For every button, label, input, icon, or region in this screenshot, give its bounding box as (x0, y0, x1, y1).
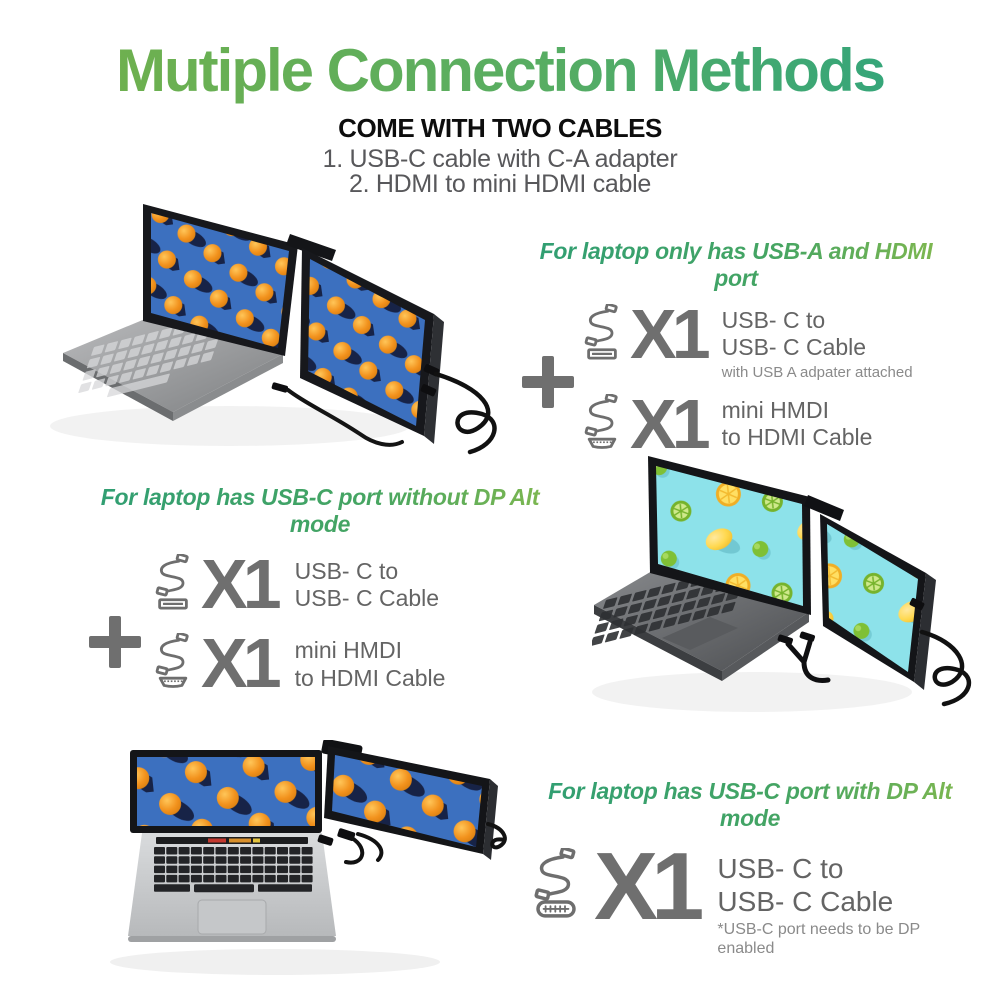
cable-note: with USB A adpater attached (721, 364, 913, 382)
quantity-label: X1 (594, 833, 698, 940)
quantity-label: X1 (201, 624, 277, 703)
cable-spec-row (584, 384, 913, 463)
section-usb-a-hdmi (520, 238, 952, 463)
cable-description: USB- C to USB- C Cable *USB-C port needs to be DP enabled (717, 848, 980, 959)
quantity-label: X1 (630, 384, 706, 463)
product-photo-macbook-usb-c-dp (90, 740, 510, 980)
product-photo-laptop-usb-c (592, 440, 1000, 742)
cable-list-item: 1. USB-C cable with C-A adapter (322, 145, 678, 173)
mini-hdmi-cable-icon (155, 633, 191, 691)
usb-c-cable-usb-a-icon (584, 304, 620, 362)
product-photo-laptop-usb-a-hdmi (30, 198, 510, 460)
page-subtitle: COME WITH TWO CABLES (338, 113, 662, 143)
cable-note: *USB-C port needs to be DP enabled (717, 921, 920, 957)
section-heading: For laptop only has USB-A and HDMI port (520, 238, 952, 292)
cable-spec-row (155, 545, 445, 623)
cable-description: mini HMDI to HDMI Cable (294, 637, 446, 691)
usb-c-cable-pins-icon (532, 848, 580, 920)
section-usb-c-dp (520, 778, 980, 959)
cable-spec-row (584, 295, 913, 382)
cable-list-item: 2. HDMI to mini HDMI cable (349, 170, 651, 198)
plus-icon (522, 356, 574, 408)
section-heading: For laptop has USB-C port without DP Alt mode (75, 484, 565, 538)
quantity-label: X1 (630, 295, 706, 373)
page-title: Mutiple Connection Methods (0, 38, 1000, 104)
cable-description: USB- C to USB- C Cable with USB A adpater attached (721, 307, 913, 382)
mini-hdmi-cable-icon (584, 394, 620, 452)
cable-spec-row (532, 833, 980, 959)
cable-description: mini HMDI to HDMI Cable (721, 396, 873, 451)
quantity-label: X1 (201, 545, 277, 623)
cable-spec-row (155, 624, 446, 703)
section-usb-c-no-dp (75, 484, 565, 703)
laptop-dual-screen-citrus-image (592, 440, 1000, 742)
laptop-dual-screen-oranges-image (30, 198, 510, 460)
section-heading: For laptop has USB-C port with DP Alt mode (520, 778, 980, 832)
usb-c-cable-usb-a-icon (155, 554, 191, 612)
macbook-dual-screen-oranges-image (90, 740, 510, 980)
cable-description: USB- C to USB- C Cable (294, 558, 440, 612)
plus-icon (89, 616, 141, 668)
